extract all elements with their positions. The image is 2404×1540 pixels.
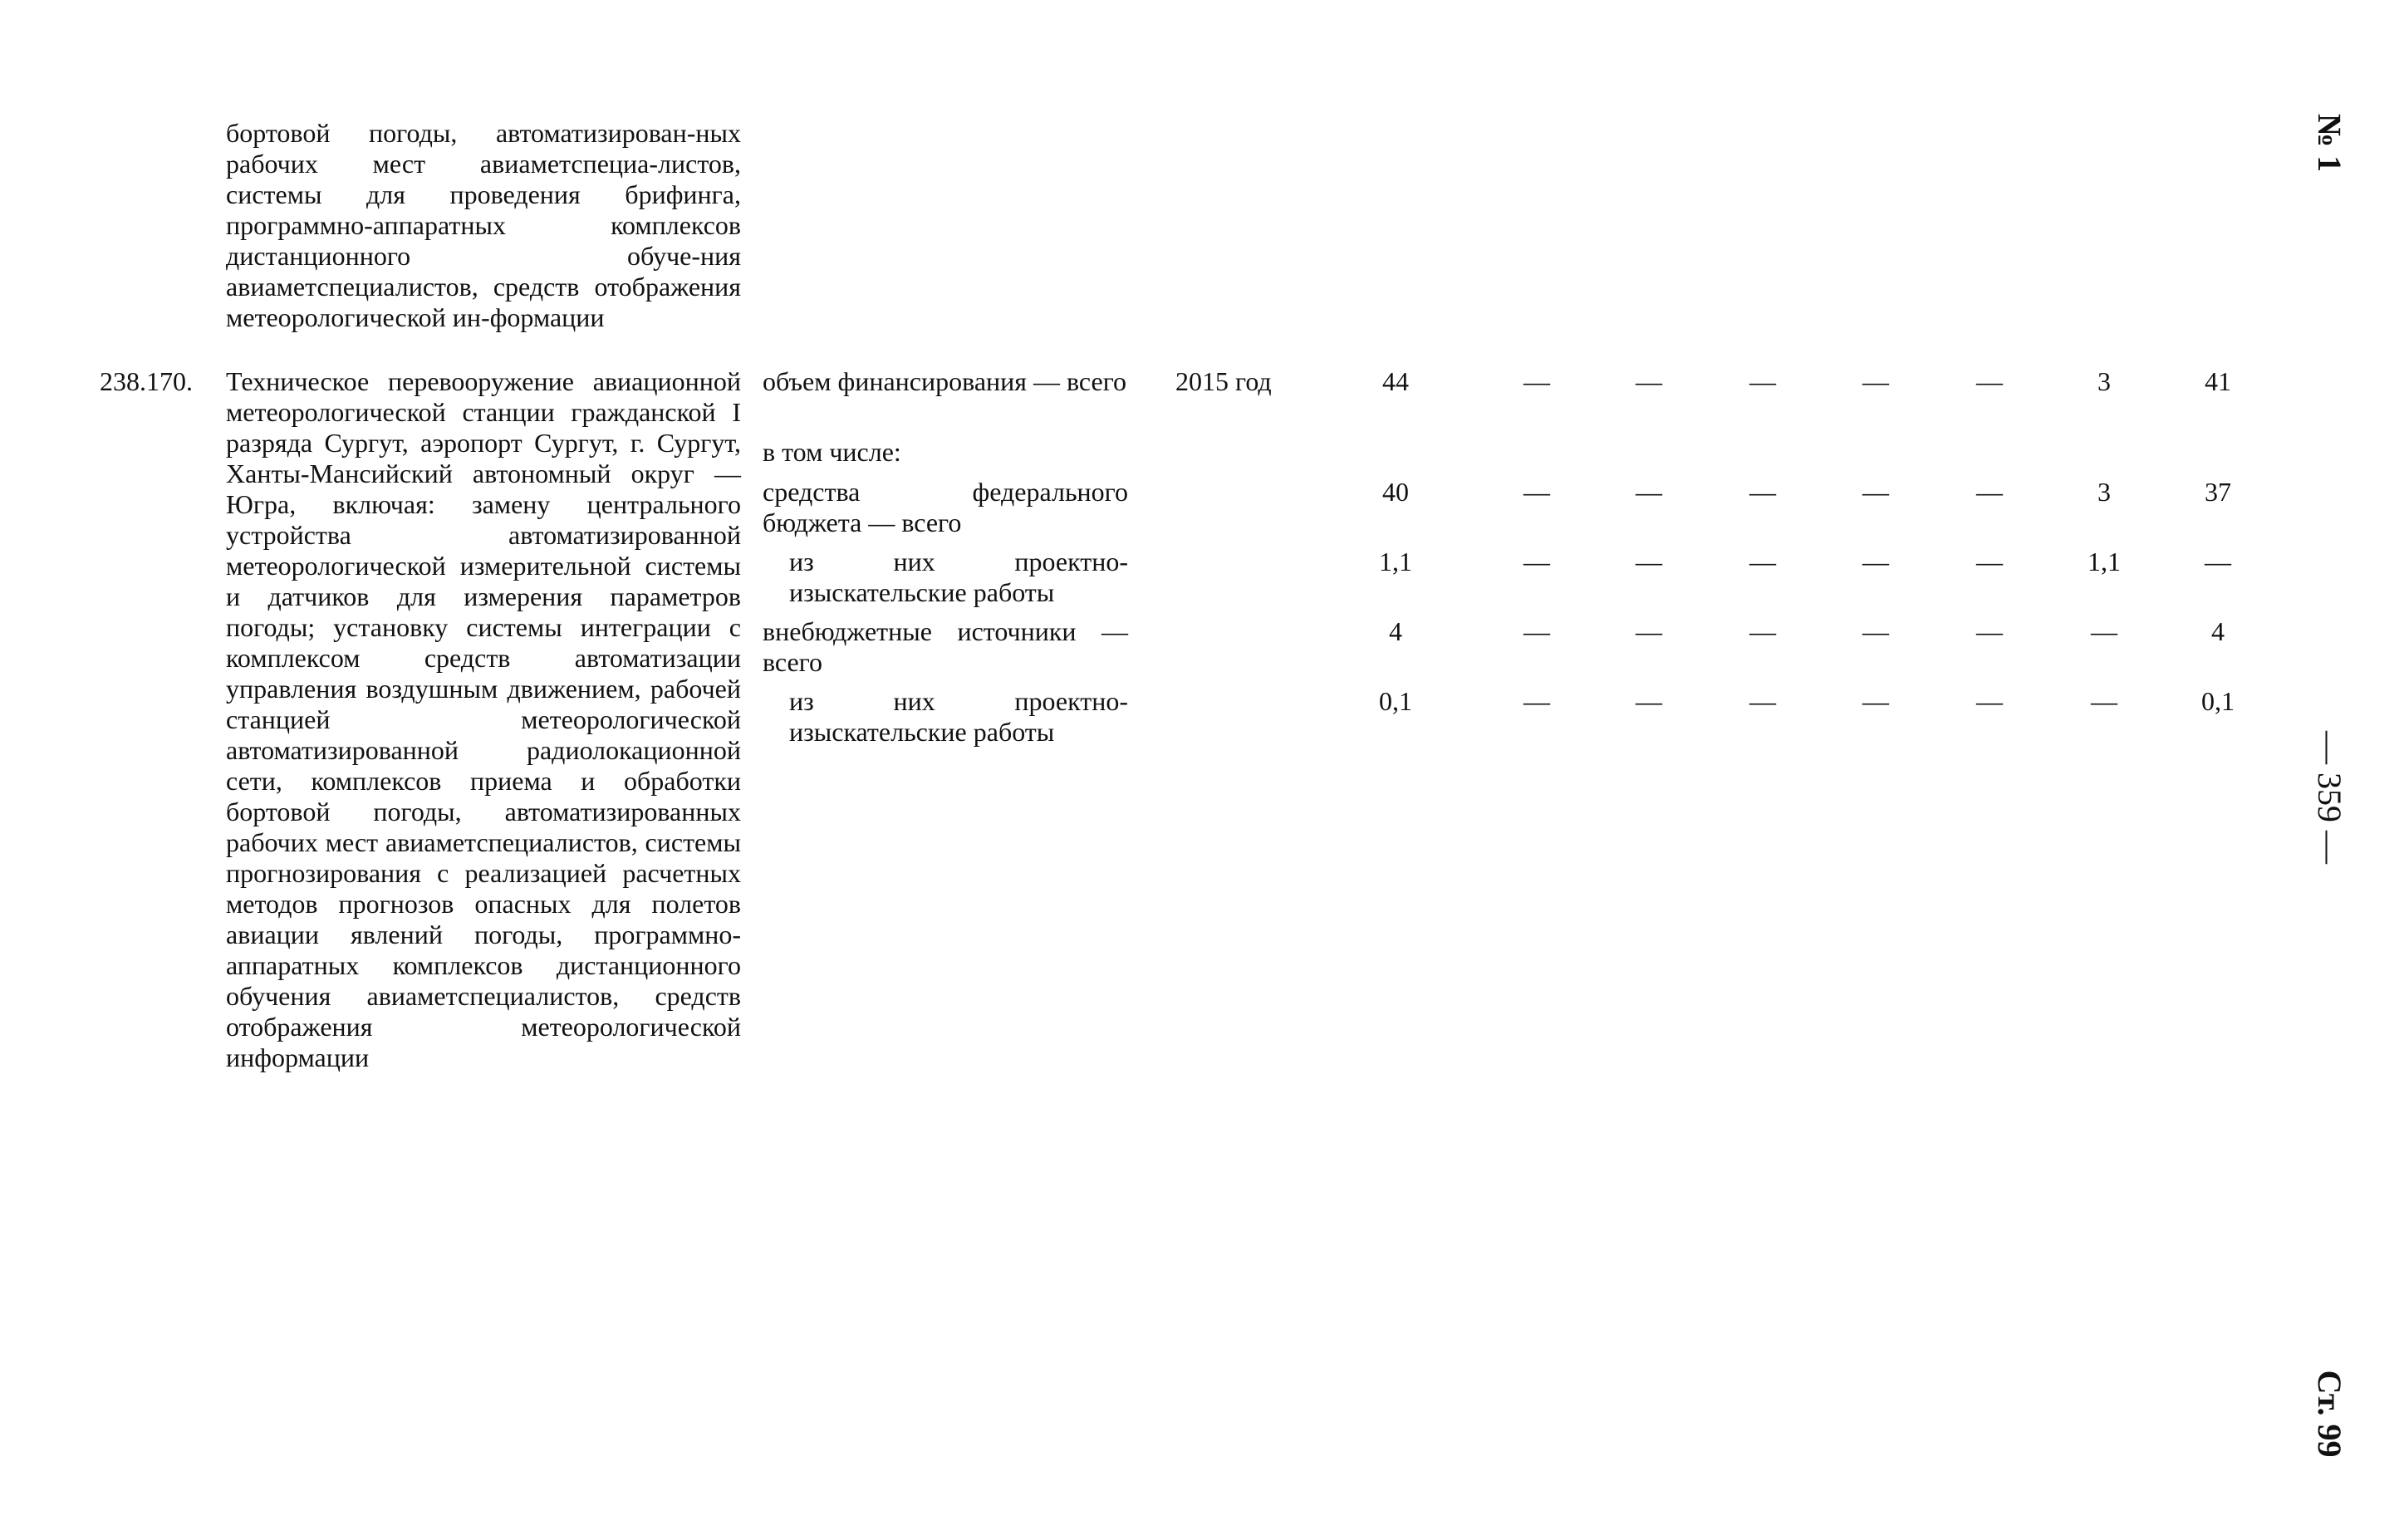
table-cell: — [1976, 547, 2003, 576]
funding-source: в том числе: [763, 437, 901, 467]
table-cell: — [1523, 616, 1550, 646]
table-cell: — [1976, 616, 2003, 646]
funding-source: внебюджетные источники — всего [763, 616, 1128, 677]
table-row [0, 547, 2404, 608]
table-cell: 0,1 [2201, 686, 2235, 716]
table-cell: — [1862, 616, 1889, 646]
table-cell: — [1862, 547, 1889, 576]
entry-number: 238.170. [100, 366, 193, 396]
table-row [0, 616, 2404, 678]
table-cell: — [1523, 547, 1550, 576]
table-cell: — [1862, 686, 1889, 716]
table-cell: — [1523, 686, 1550, 716]
continuation-text: бортовой погоды, автоматизирован-ных рабочих мест авиаметспециа-листов, системы для проведения брифинга, программно-аппаратных комплексов дистанционного обуче-ния авиаметспециалистов, средств отображения метеорологической ин-формации [226, 118, 741, 332]
funding-source: средства федерального бюджета — всего [763, 477, 1128, 537]
table-cell: — [1749, 616, 1776, 646]
table-cell: — [1976, 477, 2003, 507]
table-cell: — [1636, 477, 1662, 507]
page-number: — 359 — [2311, 731, 2348, 864]
table-row [0, 686, 2404, 748]
table-cell: 41 [2205, 366, 2231, 396]
table-cell: 1,1 [1379, 547, 1412, 576]
table-cell: — [1749, 686, 1776, 716]
funding-source: из них проектно-изыскательские работы [789, 686, 1128, 747]
table-cell: 3 [2097, 366, 2111, 396]
table-cell: 44 [1382, 366, 1409, 396]
table-cell: — [1749, 477, 1776, 507]
table-cell: — [1862, 477, 1889, 507]
table-cell: — [1636, 547, 1662, 576]
table-cell: — [2205, 547, 2231, 576]
table-cell: — [1636, 366, 1662, 396]
table-cell: 1,1 [2088, 547, 2121, 576]
funding-source: из них проектно-изыскательские работы [789, 547, 1128, 607]
table-cell: 4 [2211, 616, 2225, 646]
table-cell: — [1749, 547, 1776, 576]
table-cell: — [1976, 686, 2003, 716]
year-label: 2015 год [1175, 366, 1272, 396]
table-cell: 40 [1382, 477, 1409, 507]
funding-source: объем финансирования — всего [763, 366, 1127, 396]
table-cell: 3 [2097, 477, 2111, 507]
table-cell: 4 [1389, 616, 1402, 646]
table-row [0, 477, 2404, 538]
table-cell: 37 [2205, 477, 2231, 507]
article-number: Ст. 99 [2311, 1370, 2348, 1458]
issue-number: № 1 [2311, 113, 2348, 173]
table-cell: — [2091, 616, 2117, 646]
table-row [0, 366, 2404, 428]
entry-description: Техническое перевооружение авиационной метеорологической станции гражданской I разряда Сургут, аэропорт Сургут, г. Сургут, Ханты-Мансийский автономный округ — Югра, включая: замену центрального устройства автоматизированной метеорологической измерительной системы и датчиков для измерения параметров погоды; установку системы интеграции с комплексом средств автоматизации управления воздушным движением, рабочей станцией метеорологической автоматизированной радиолокационной сети, комплексов приема и обработки бортовой погоды, автоматизированных рабочих мест авиаметспециалистов, системы прогнозирования с реализацией расчетных методов прогнозов опасных для полетов авиации явлений погоды, программно-аппаратных комплексов дистанционного обучения авиаметспециалистов, средств отображения метеорологической информации [226, 366, 741, 1072]
table-cell: — [2091, 686, 2117, 716]
table-cell: — [1523, 366, 1550, 396]
table-cell: — [1862, 366, 1889, 396]
table-cell: — [1976, 366, 2003, 396]
table-cell: — [1523, 477, 1550, 507]
table-cell: 0,1 [1379, 686, 1412, 716]
table-cell: — [1636, 686, 1662, 716]
table-cell: — [1636, 616, 1662, 646]
table-cell: — [1749, 366, 1776, 396]
